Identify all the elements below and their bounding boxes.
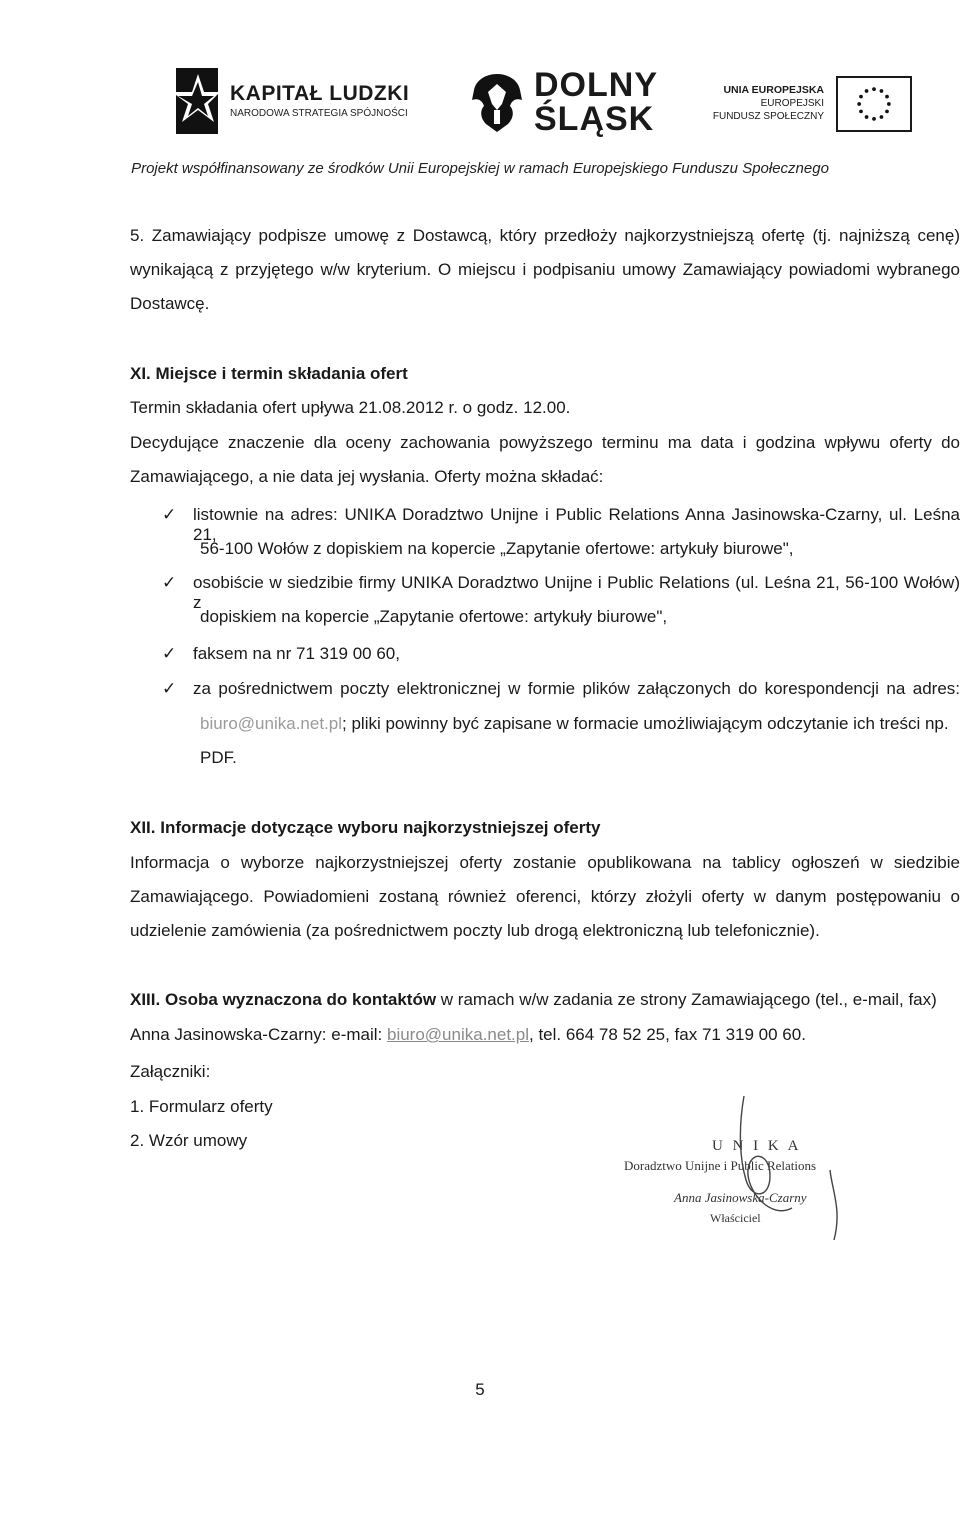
email-link[interactable]: biuro@unika.net.pl bbox=[200, 714, 343, 733]
eagle-crest-icon bbox=[468, 70, 526, 136]
attachment-1: 1. Formularz oferty bbox=[130, 1097, 273, 1116]
section-xiii-heading-bold: XIII. Osoba wyznaczona do kontaktów bbox=[130, 990, 437, 1009]
eu-label-line1: UNIA EUROPEJSKA bbox=[723, 84, 824, 96]
bullet-email-line3: PDF. bbox=[200, 748, 237, 767]
contact-rest: , tel. 664 78 52 25, fax 71 319 00 60. bbox=[529, 1025, 806, 1044]
checkmark-icon: ✓ bbox=[162, 644, 177, 663]
bullet-email-line2 bbox=[200, 714, 960, 734]
p5-line1: 5. Zamawiający podpisze umowę z Dostawcą, który przedłoży najkorzystniejszą ofertę (tj. najniższą cenę) bbox=[130, 226, 960, 245]
s12-line2: Zamawiającego. Powiadomieni zostaną również oferenci, którzy złożyli oferty w danym postępowaniu o bbox=[130, 887, 960, 906]
contact-prefix: Anna Jasinowska-Czarny: e-mail: bbox=[130, 1025, 387, 1044]
s11-line2: Decydujące znaczenie dla oceny zachowania powyższego terminu ma data i godzina wpływu oferty do bbox=[130, 433, 960, 452]
dolny-slask-line2: ŚLĄSK bbox=[534, 100, 655, 138]
eu-flag-icon bbox=[836, 76, 912, 132]
stamp-line3: Anna Jasinowska-Czarny bbox=[674, 1190, 807, 1205]
eu-label-line3: FUNDUSZ SPOŁECZNY bbox=[712, 111, 824, 122]
kapital-ludzki-logo bbox=[170, 62, 440, 142]
kapital-ludzki-emblem-icon bbox=[170, 62, 220, 136]
eu-label-line2: EUROPEJSKI bbox=[760, 98, 824, 109]
contact-line bbox=[130, 1025, 806, 1045]
checkmark-icon: ✓ bbox=[162, 679, 177, 698]
checkmark-icon: ✓ bbox=[162, 505, 177, 524]
bullet-email-line1: za pośrednictwem poczty elektronicznej w formie plików załączonych do korespondencji na adres: bbox=[193, 679, 960, 698]
dolny-slask-line1: DOLNY bbox=[534, 66, 658, 104]
s11-line3: Zamawiającego, a nie data jej wysłania. Oferty można składać: bbox=[130, 467, 604, 486]
attachment-2: 2. Wzór umowy bbox=[130, 1131, 248, 1150]
section-xiii-heading-rest: w ramach w/w zadania ze strony Zamawiającego (tel., e-mail, fax) bbox=[436, 990, 937, 1009]
project-tagline: Projekt współfinansowany ze środków Unii Europejskiej w ramach Europejskiego Funduszu Społecznego bbox=[131, 160, 829, 177]
section-xiii-heading bbox=[130, 990, 937, 1010]
stamp-line1: U N I K A bbox=[712, 1138, 802, 1154]
p5-line3: Dostawcę. bbox=[130, 294, 210, 313]
bullet-person-line1: osobiście w siedzibie firmy UNIKA Doradztwo Unijne i Public Relations (ul. Leśna 21, 56-100 Wołów) z bbox=[193, 573, 960, 612]
p5-line2: wynikającą z przyjętego w/w kryterium. O miejscu i podpisaniu umowy Zamawiający powiadomi wybranego bbox=[130, 260, 960, 279]
bullet-person-line2: dopiskiem na kopercie „Zapytanie ofertowe: artykuły biurowe", bbox=[200, 607, 668, 626]
contact-email-link[interactable]: biuro@unika.net.pl bbox=[386, 1025, 529, 1044]
checkmark-icon: ✓ bbox=[162, 573, 177, 592]
eu-social-fund-logo bbox=[700, 76, 912, 136]
s12-line3: udzielenie zamówienia (za pośrednictwem poczty lub drogą elektroniczną lub telefonicznie). bbox=[130, 921, 820, 940]
section-xi-heading: XI. Miejsce i termin składania ofert bbox=[130, 364, 408, 383]
bullet-fax: faksem na nr 71 319 00 60, bbox=[193, 644, 400, 663]
company-stamp-signature bbox=[620, 1090, 880, 1260]
s11-deadline: Termin składania ofert upływa 21.08.2012 r. o godz. 12.00. bbox=[130, 398, 571, 417]
bullet-post-line1: listownie na adres: UNIKA Doradztwo Unijne i Public Relations Anna Jasinowska-Czarny, ul. Leśna 21, bbox=[193, 505, 960, 544]
stamp-line2: Doradztwo Unijne i Public Relations bbox=[624, 1158, 817, 1173]
dolny-slask-logo bbox=[468, 66, 658, 142]
bullet-email-line2-text: ; pliki powinny być zapisane w formacie umożliwiającym odczytanie ich treści np. bbox=[342, 714, 949, 733]
bullet-post-line2: 56-100 Wołów z dopiskiem na kopercie „Zapytanie ofertowe: artykuły biurowe", bbox=[200, 539, 794, 558]
kapital-ludzki-subtitle: NARODOWA STRATEGIA SPÓJNOŚCI bbox=[230, 108, 408, 119]
s12-line1: Informacja o wyborze najkorzystniejszej oferty zostanie opublikowana na tablicy ogłoszeń w siedzibie bbox=[130, 853, 960, 872]
section-xii-heading: XII. Informacje dotyczące wyboru najkorzystniejszej oferty bbox=[130, 818, 601, 837]
attachments-label: Załączniki: bbox=[130, 1062, 211, 1081]
stamp-line4: Właściciel bbox=[710, 1211, 761, 1225]
page-number: 5 bbox=[475, 1380, 485, 1399]
kapital-ludzki-title: KAPITAŁ LUDZKI bbox=[230, 82, 410, 105]
